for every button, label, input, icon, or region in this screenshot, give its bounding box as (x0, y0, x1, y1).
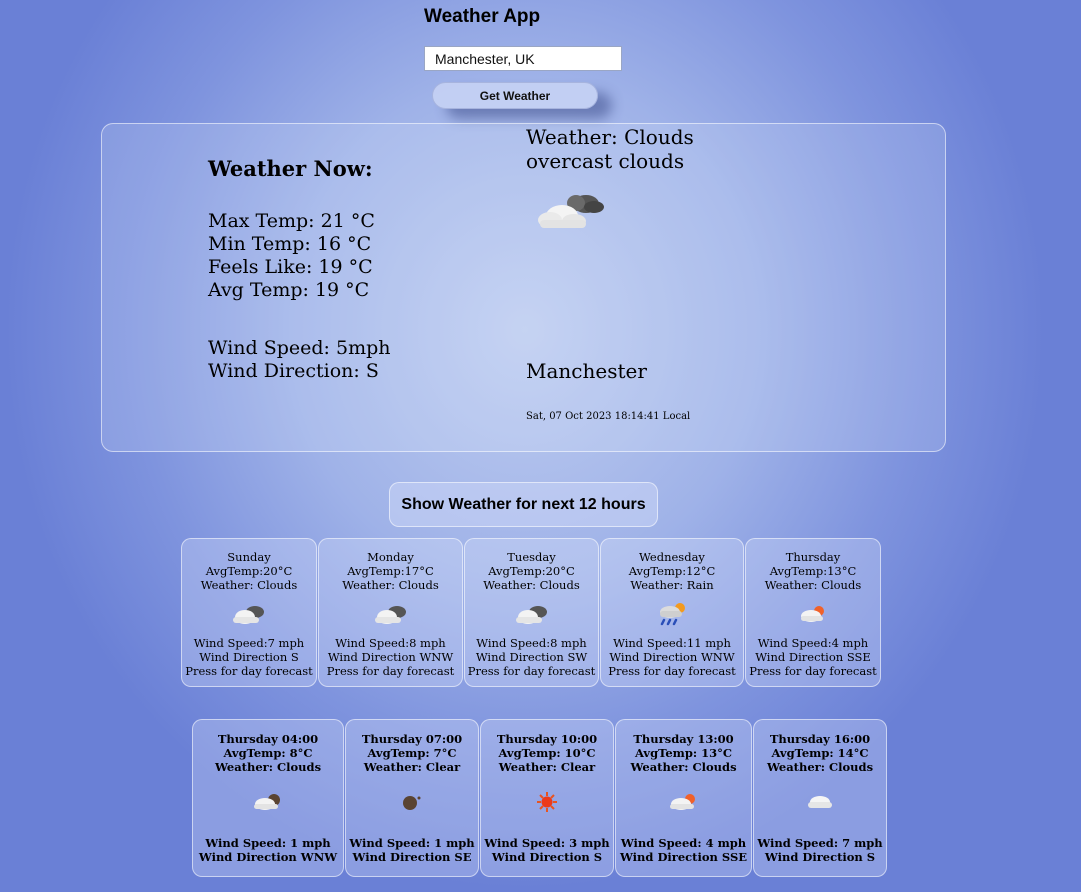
day-wind-speed: Wind Speed:8 mph (335, 636, 446, 650)
hour-wind-direction: Wind Direction SE (352, 850, 472, 864)
clouds-icon (182, 592, 316, 636)
hour-wind-speed: Wind Speed: 1 mph (349, 836, 475, 850)
hour-wind-direction: Wind Direction SSE (619, 850, 748, 864)
hour-avg-temp: AvgTemp: 13°C (634, 746, 733, 760)
hour-time: Thursday 13:00 (633, 732, 734, 746)
day-name: Thursday (785, 550, 841, 564)
day-forecast-link[interactable]: Press for day forecast (185, 664, 313, 678)
day-card-monday[interactable] (318, 538, 463, 687)
wind-direction: Wind Direction: S (208, 360, 379, 382)
hour-wind-direction: Wind Direction S (491, 850, 603, 864)
hour-card-0400 (192, 719, 344, 877)
day-wind-direction: Wind Direction WNW (327, 650, 454, 664)
current-temperatures (208, 210, 375, 302)
sun-cloud-icon (746, 592, 880, 636)
day-avg-temp: AvgTemp:13°C (769, 564, 857, 578)
day-card-tuesday[interactable] (464, 538, 599, 687)
day-weather: Weather: Clouds (342, 578, 439, 592)
day-wind-direction: Wind Direction S (199, 650, 299, 664)
hour-weather: Weather: Clouds (214, 760, 322, 774)
day-wind-direction: Wind Direction SW (475, 650, 588, 664)
hour-wind-direction: Wind Direction WNW (198, 850, 338, 864)
day-forecast-link[interactable]: Press for day forecast (467, 664, 596, 678)
day-card-sunday[interactable] (181, 538, 317, 687)
hour-weather: Weather: Clear (363, 760, 461, 774)
city-name: Manchester (526, 359, 647, 383)
hour-avg-temp: AvgTemp: 14°C (771, 746, 869, 760)
hour-wind-direction: Wind Direction S (764, 850, 876, 864)
weather-now-heading: Weather Now: (208, 156, 373, 181)
day-wind-speed: Wind Speed:11 mph (613, 636, 731, 650)
wind-speed: Wind Speed: 5mph (208, 337, 391, 359)
sun-cloud-icon (616, 782, 751, 822)
hour-weather: Weather: Clouds (630, 760, 737, 774)
app-title: Weather App (424, 6, 541, 27)
day-weather: Weather: Clouds (764, 578, 862, 592)
hour-card-1600 (753, 719, 887, 877)
night-cloud-icon (193, 782, 343, 822)
day-name: Tuesday (507, 550, 556, 564)
day-weather: Weather: Rain (630, 578, 714, 592)
hour-avg-temp: AvgTemp: 10°C (498, 746, 596, 760)
day-wind-speed: Wind Speed:8 mph (476, 636, 587, 650)
clouds-icon (319, 592, 462, 636)
hour-avg-temp: AvgTemp: 8°C (223, 746, 313, 760)
hour-wind-speed: Wind Speed: 3 mph (484, 836, 610, 850)
weather-description: overcast clouds (526, 149, 685, 173)
weather-main: Weather: Clouds (526, 125, 694, 149)
day-wind-speed: Wind Speed:4 mph (757, 636, 869, 650)
day-name: Monday (367, 550, 414, 564)
day-name: Wednesday (639, 550, 705, 564)
min-temp: Min Temp: 16 °C (208, 233, 372, 255)
get-weather-button[interactable]: Get Weather (432, 82, 598, 109)
hour-wind-speed: Wind Speed: 1 mph (205, 836, 331, 850)
hour-wind-speed: Wind Speed: 7 mph (757, 836, 883, 850)
current-conditions (526, 125, 694, 173)
feels-like: Feels Like: 19 °C (208, 256, 373, 278)
hour-card-0700 (345, 719, 479, 877)
rain-icon (601, 592, 743, 636)
max-temp: Max Temp: 21 °C (208, 210, 375, 232)
day-wind-speed: Wind Speed:7 mph (193, 636, 305, 650)
cloud-icon (754, 782, 886, 822)
hour-time: Thursday 10:00 (496, 732, 598, 746)
hour-card-1300 (615, 719, 752, 877)
day-name: Sunday (227, 550, 271, 564)
hour-avg-temp: AvgTemp: 7°C (367, 746, 457, 760)
hour-weather: Weather: Clouds (766, 760, 874, 774)
current-wind (208, 337, 391, 383)
day-avg-temp: AvgTemp:20°C (488, 564, 575, 578)
city-search-input[interactable] (424, 46, 622, 71)
day-avg-temp: AvgTemp:12°C (628, 564, 716, 578)
day-card-thursday[interactable] (745, 538, 881, 687)
day-card-wednesday[interactable] (600, 538, 744, 687)
show-12-hours-button[interactable]: Show Weather for next 12 hours (389, 482, 658, 527)
hour-wind-speed: Wind Speed: 4 mph (620, 836, 747, 850)
hour-time: Thursday 04:00 (217, 732, 319, 746)
day-forecast-link[interactable]: Press for day forecast (326, 664, 455, 678)
hour-time: Thursday 07:00 (361, 732, 463, 746)
local-time: Sat, 07 Oct 2023 18:14:41 Local (526, 411, 691, 422)
day-wind-direction: Wind Direction WNW (609, 650, 735, 664)
hour-weather: Weather: Clear (498, 760, 596, 774)
current-weather-panel (101, 123, 946, 452)
day-forecast-link[interactable]: Press for day forecast (749, 664, 877, 678)
day-forecast-link[interactable]: Press for day forecast (608, 664, 736, 678)
day-avg-temp: AvgTemp:17°C (347, 564, 434, 578)
day-weather: Weather: Clouds (483, 578, 580, 592)
clear-night-icon (346, 782, 478, 822)
clouds-icon (465, 592, 598, 636)
avg-temp: Avg Temp: 19 °C (208, 279, 370, 301)
sun-icon (481, 782, 613, 822)
hour-card-1000 (480, 719, 614, 877)
day-avg-temp: AvgTemp:20°C (205, 564, 293, 578)
day-weather: Weather: Clouds (200, 578, 298, 592)
overcast-clouds-icon (530, 186, 610, 236)
day-wind-direction: Wind Direction SSE (755, 650, 871, 664)
hour-time: Thursday 16:00 (769, 732, 871, 746)
